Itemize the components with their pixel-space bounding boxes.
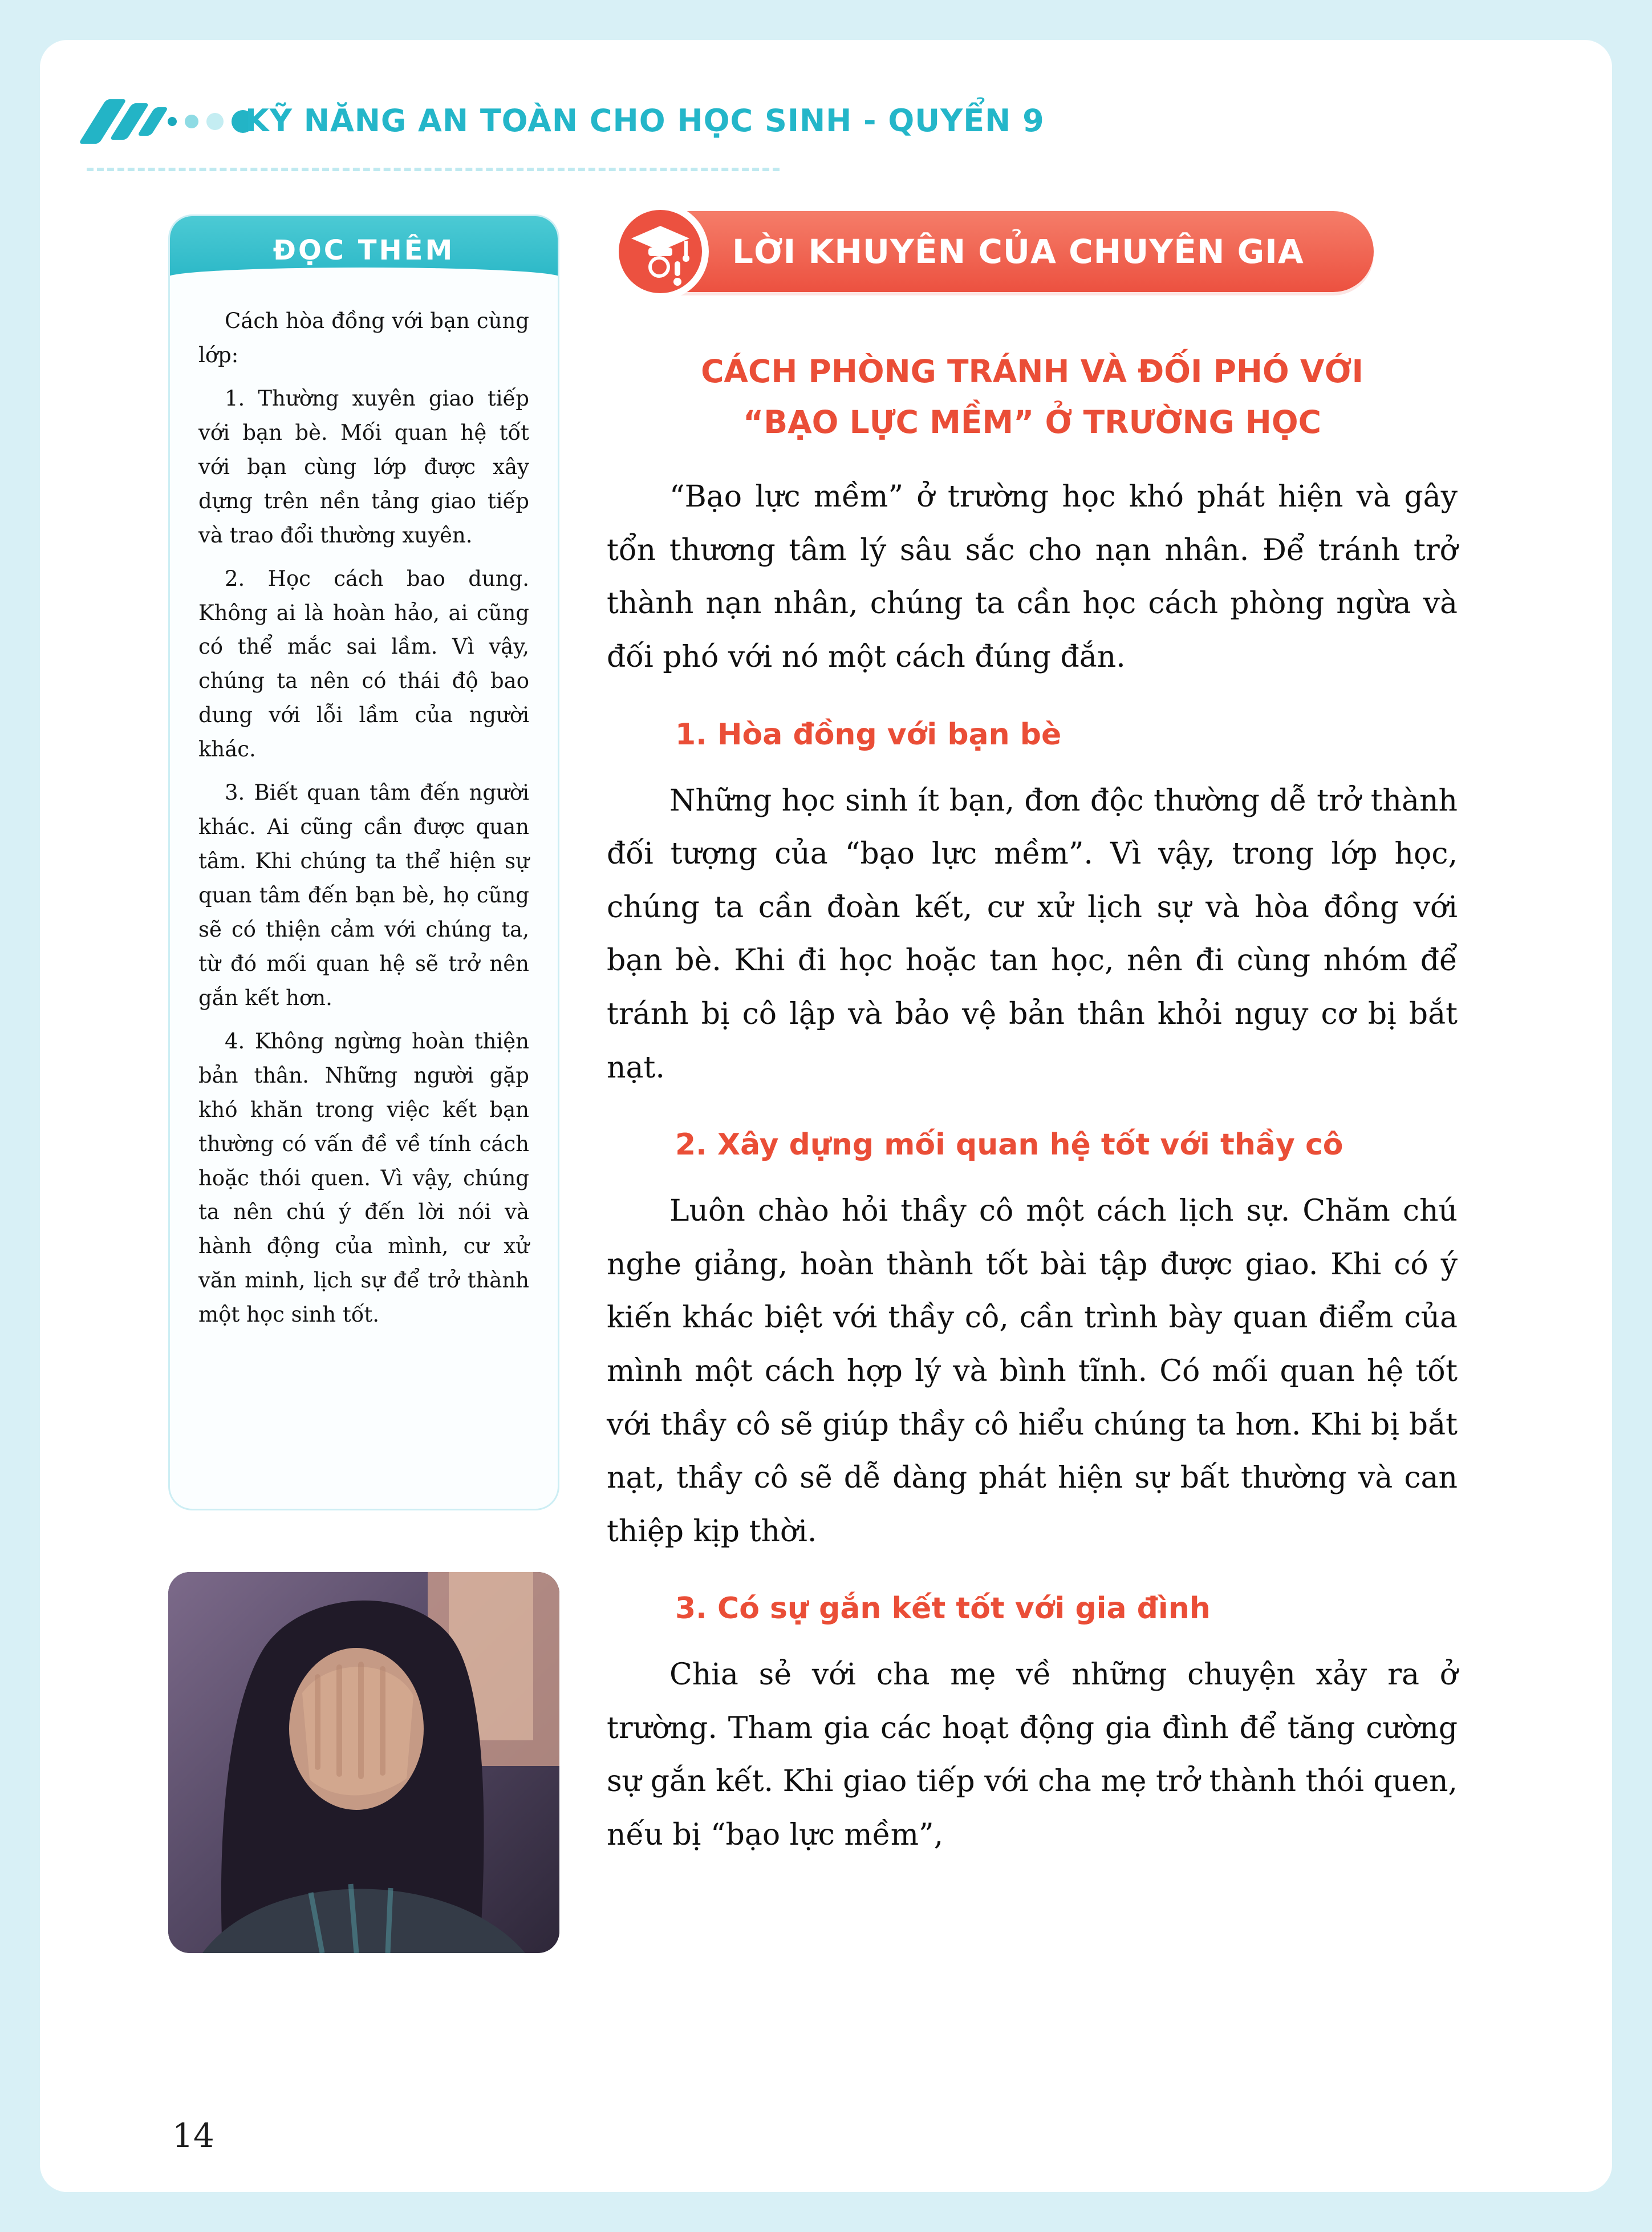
section-body-1: Những học sinh ít bạn, đơn độc thường dễ trở thành đối tượng của “bạo lực mềm”. Vì vậy, trong lớp học, chúng ta cần đoàn kết, cư xử lịch sự và hòa đồng với bạn bè. Khi đi học hoặc tan học, nên đi cùng nhóm để tránh bị cô lập và bảo vệ bản thân khỏi nguy cơ bị bắt nạt. — [607, 783, 1458, 1085]
sad-girl-photo-art — [168, 1572, 559, 1953]
article-heading-line2: “BẠO LỰC MỀM” Ở TRƯỜNG HỌC — [743, 404, 1321, 441]
series-logo-icon — [92, 97, 254, 146]
section-heading-1: 1. Hòa đồng với bạn bè — [675, 717, 1062, 752]
logo-dot-icon — [206, 113, 224, 130]
sad-girl-photo — [168, 1572, 559, 1953]
header-divider — [87, 168, 780, 171]
readmore-box — [168, 214, 559, 1510]
readmore-item-1: 1. Thường xuyên giao tiếp với bạn bè. Mối quan hệ tốt với bạn cùng lớp được xây dựng trên nền tảng giao tiếp và trao đổi thường xuyên. — [198, 386, 529, 548]
section-body-3: Chia sẻ với cha mẹ về những chuyện xảy ra ở trường. Tham gia các hoạt động gia đình để tăng cường sự gắn kết. Khi giao tiếp với cha mẹ trở thành thói quen, nếu bị “bạo lực mềm”, — [607, 1658, 1458, 1853]
readmore-intro: Cách hòa đồng với bạn cùng lớp: — [198, 309, 529, 367]
graduation-cap-icon — [611, 202, 710, 301]
logo-dot-icon — [168, 117, 177, 126]
article-heading — [607, 346, 1458, 448]
section-heading-2: 2. Xây dựng mối quan hệ tốt với thầy cô — [675, 1128, 1343, 1162]
page-number: 14 — [172, 2116, 214, 2155]
expert-advice-banner — [615, 211, 1374, 292]
intro-paragraph: “Bạo lực mềm” ở trường học khó phát hiện và gây tổn thương tâm lý sâu sắc cho nạn nhân. Để tránh trở thành nạn nhân, chúng ta cần học cách phòng ngừa và đối phó với nó một cách đúng đắn. — [607, 480, 1458, 674]
banner-label: LỜI KHUYÊN CỦA CHUYÊN GIA — [732, 232, 1304, 271]
readmore-item-3: 3. Biết quan tâm đến người khác. Ai cũng cần được quan tâm. Khi chúng ta thể hiện sự quan tâm đến bạn bè, họ cũng sẽ có thiện cảm với chúng ta, từ đó mối quan hệ sẽ trở nên gắn kết hơn. — [198, 780, 529, 1010]
section-heading-3: 3. Có sự gắn kết tốt với gia đình — [675, 1591, 1211, 1626]
logo-dot-icon — [185, 115, 198, 128]
readmore-title: ĐỌC THÊM — [170, 216, 558, 285]
readmore-item-4: 4. Không ngừng hoàn thiện bản thân. Những người gặp khó khăn trong việc kết bạn thường có vấn đề về tính cách hoặc thói quen. Vì vậy, chúng ta nên chú ý đến lời nói và hành động của mình, cư xử văn minh, lịch sự để trở thành một học sinh tốt. — [198, 1028, 529, 1327]
running-head-title: KỸ NĂNG AN TOÀN CHO HỌC SINH - QUYỂN 9 — [245, 103, 1045, 139]
section-body-2: Luôn chào hỏi thầy cô một cách lịch sự. Chăm chú nghe giảng, hoàn thành tốt bài tập được giao. Khi có ý kiến khác biệt với thầy cô, cần trình bày quan điểm của mình một cách hợp lý và bình tĩnh. Có mối quan hệ tốt với thầy cô sẽ giúp thầy cô hiểu chúng ta hơn. Khi bị bắt nạt, thầy cô sẽ dễ dàng phát hiện sự bất thường và can thiệp kịp thời. — [607, 1194, 1458, 1549]
page-sheet — [40, 40, 1612, 2192]
readmore-body — [170, 285, 558, 1358]
article-heading-line1: CÁCH PHÒNG TRÁNH VÀ ĐỐI PHÓ VỚI — [701, 353, 1363, 390]
main-column — [607, 211, 1458, 1885]
readmore-item-2: 2. Học cách bao dung. Không ai là hoàn hảo, ai cũng có thể mắc sai lầm. Vì vậy, chúng ta nên có thái độ bao dung với lỗi lầm của người khác. — [198, 566, 529, 762]
